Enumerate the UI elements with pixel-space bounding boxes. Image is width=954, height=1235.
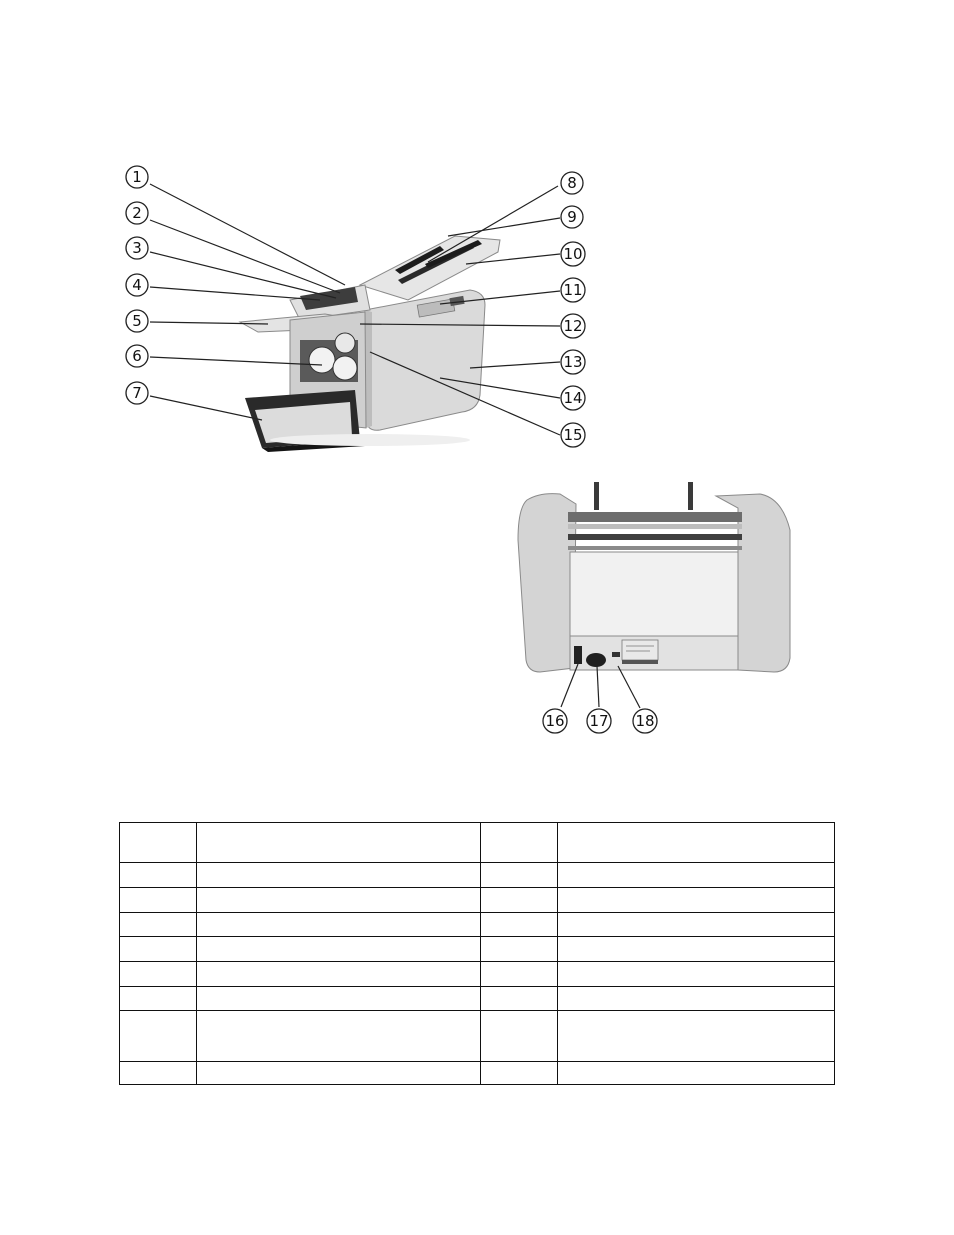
folding-machine-rear-image bbox=[518, 482, 790, 672]
svg-text:3: 3 bbox=[132, 239, 142, 257]
svg-text:13: 13 bbox=[563, 353, 583, 371]
svg-text:18: 18 bbox=[635, 712, 655, 730]
svg-text:9: 9 bbox=[567, 208, 577, 226]
table-cell bbox=[120, 823, 197, 863]
rear-callout-leader-lines bbox=[561, 664, 640, 708]
table-cell bbox=[120, 913, 197, 937]
svg-text:15: 15 bbox=[563, 426, 583, 444]
table-cell bbox=[481, 987, 558, 1011]
table-cell bbox=[120, 1011, 197, 1062]
table-cell bbox=[558, 888, 835, 913]
table-cell bbox=[558, 863, 835, 888]
callout-17 bbox=[587, 709, 611, 733]
svg-text:10: 10 bbox=[563, 245, 583, 263]
svg-text:14: 14 bbox=[563, 389, 583, 407]
table-cell bbox=[481, 1011, 558, 1062]
table-cell bbox=[558, 913, 835, 937]
svg-text:11: 11 bbox=[563, 281, 583, 299]
table-cell bbox=[197, 1062, 481, 1085]
table-cell bbox=[481, 1062, 558, 1085]
table-cell bbox=[481, 962, 558, 987]
table-row bbox=[120, 863, 835, 888]
table-cell bbox=[197, 863, 481, 888]
table-cell bbox=[558, 987, 835, 1011]
table-cell bbox=[481, 937, 558, 962]
svg-text:2: 2 bbox=[132, 204, 142, 222]
table-cell bbox=[197, 913, 481, 937]
table-cell bbox=[558, 962, 835, 987]
svg-text:8: 8 bbox=[567, 174, 577, 192]
table-cell bbox=[197, 987, 481, 1011]
table-row bbox=[120, 1062, 835, 1085]
table-cell bbox=[558, 823, 835, 863]
table-cell bbox=[120, 888, 197, 913]
table-row bbox=[120, 888, 835, 913]
table-row bbox=[120, 937, 835, 962]
callout-18 bbox=[633, 709, 657, 733]
svg-text:6: 6 bbox=[132, 347, 142, 365]
table-cell bbox=[197, 823, 481, 863]
svg-text:16: 16 bbox=[545, 712, 565, 730]
table-cell bbox=[197, 888, 481, 913]
table-cell bbox=[481, 863, 558, 888]
table-row bbox=[120, 987, 835, 1011]
table-cell bbox=[120, 863, 197, 888]
svg-text:7: 7 bbox=[132, 384, 142, 402]
table-cell bbox=[120, 962, 197, 987]
callout-16 bbox=[543, 709, 567, 733]
table-row bbox=[120, 1011, 835, 1062]
table-cell bbox=[558, 1062, 835, 1085]
table-cell bbox=[120, 937, 197, 962]
table-row bbox=[120, 962, 835, 987]
svg-text:12: 12 bbox=[563, 317, 583, 335]
table-cell bbox=[558, 1011, 835, 1062]
table-cell bbox=[481, 913, 558, 937]
table-cell bbox=[120, 987, 197, 1011]
table-cell bbox=[481, 888, 558, 913]
table-cell bbox=[197, 962, 481, 987]
table-cell bbox=[120, 1062, 197, 1085]
table-row bbox=[120, 913, 835, 937]
table-row bbox=[120, 823, 835, 863]
table-cell bbox=[197, 937, 481, 962]
table-cell bbox=[558, 937, 835, 962]
parts-table bbox=[119, 822, 835, 1085]
svg-text:5: 5 bbox=[132, 312, 142, 330]
svg-text:4: 4 bbox=[132, 276, 142, 294]
svg-text:1: 1 bbox=[132, 168, 142, 186]
table-cell bbox=[481, 823, 558, 863]
table-cell bbox=[197, 1011, 481, 1062]
svg-text:17: 17 bbox=[589, 712, 609, 730]
